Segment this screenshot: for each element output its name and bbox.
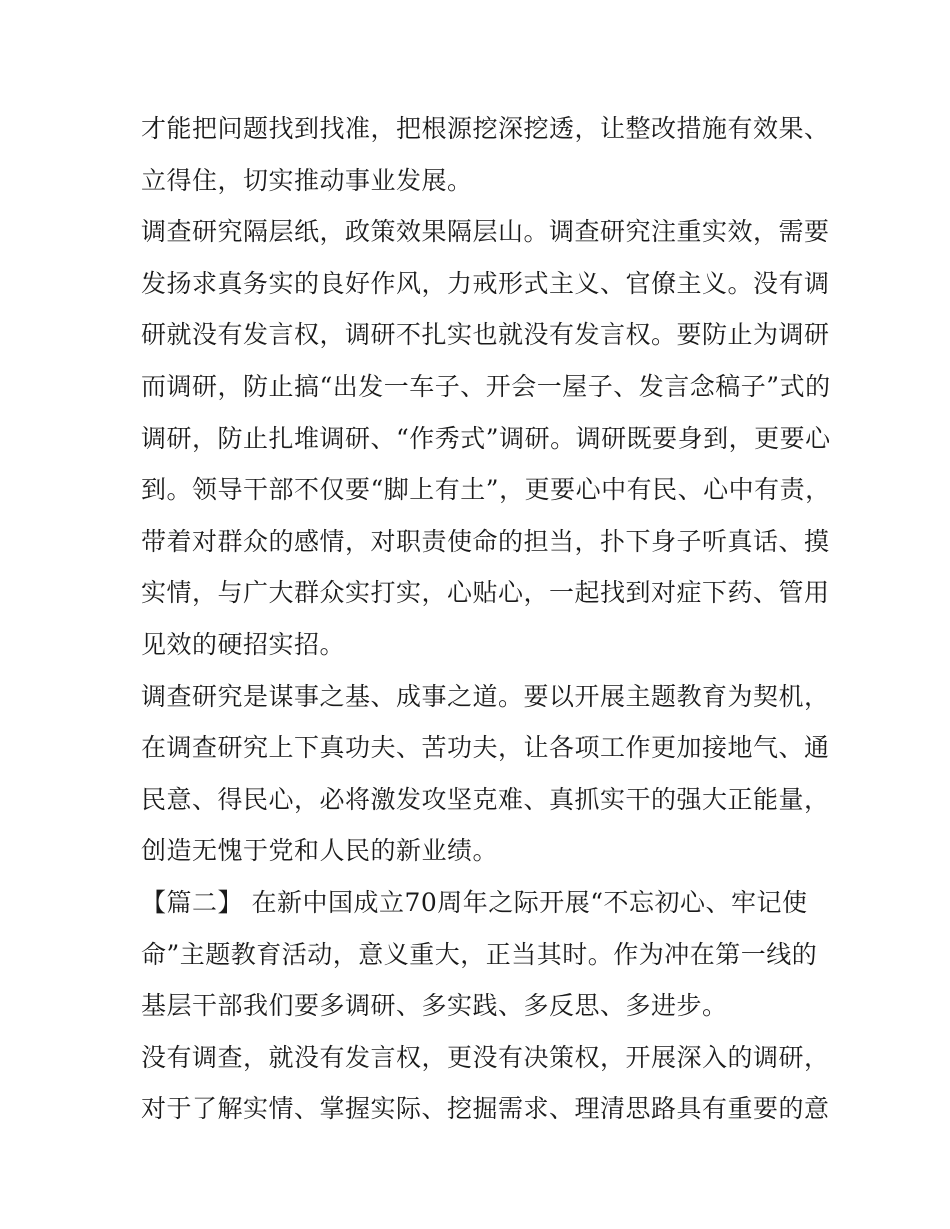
text-line: 见效的硬招实招。 [141, 629, 346, 659]
text-line: 调研，防止扎堆调研、“作秀式”调研。调研既要身到，更要心 [141, 423, 831, 453]
text-line: 对于了解实情、掌握实际、挖掘需求、理清思路具有重要的意 [141, 1094, 830, 1124]
text-line: 实情，与广大群众实打实，心贴心，一起找到对症下药、管用 [141, 578, 830, 608]
text-line: 调查研究隔层纸，政策效果隔层山。调查研究注重实效，需要 [141, 217, 830, 247]
text-line: 立得住，切实推动事业发展。 [141, 165, 473, 195]
text-line: 而调研，防止搞“出发一车子、开会一屋子、发言念稿子”式的 [141, 371, 831, 401]
text-line: 在调查研究上下真功夫、苦功夫，让各项工作更加接地气、通 [141, 733, 830, 763]
text-line: 调查研究是谋事之基、成事之道。要以开展主题教育为契机， [141, 681, 830, 711]
text-line: 发扬求真务实的良好作风，力戒形式主义、官僚主义。没有调 [141, 268, 830, 298]
text-line: 民意、得民心，必将激发攻坚克难、真抓实干的强大正能量， [141, 784, 830, 814]
text-line: 才能把问题找到找准，把根源挖深挖透，让整改措施有效果、 [141, 114, 830, 143]
text-line: 命”主题教育活动，意义重大，正当其时。作为冲在第一线的 [141, 939, 818, 969]
text-line: 带着对群众的感情，对职责使命的担当，扑下身子听真话、摸 [141, 526, 830, 556]
text-line: 没有调查，就没有发言权，更没有决策权，开展深入的调研， [141, 1042, 830, 1072]
text-line: 到。领导干部不仅要“脚上有土”，更要心中有民、心中有责， [141, 475, 831, 505]
text-line: 创造无愧于党和人民的新业绩。 [141, 836, 499, 866]
section-heading-line: 【篇二】 在新中国成立70周年之际开展“不忘初心、牢记使 [141, 887, 808, 917]
document-body [141, 103, 831, 1135]
text-line: 基层干部我们要多调研、多实践、多反思、多进步。 [141, 991, 728, 1021]
text-line: 研就没有发言权，调研不扎实也就没有发言权。要防止为调研 [141, 320, 830, 350]
